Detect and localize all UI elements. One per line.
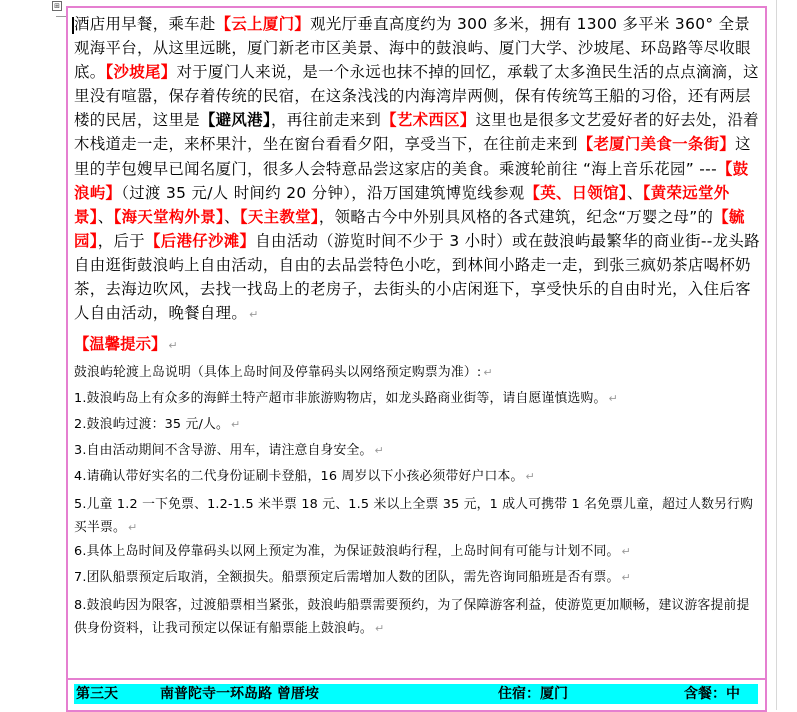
paragraph-text: 酒店用早餐，乘车赴 (74, 15, 216, 33)
highlight-place: 【黄荣远堂外景】 (74, 183, 730, 226)
tip-text: 4.请确认带好实名的二代身份证刷卡登船，16 周岁以下小孩必须带好户口本。 (74, 468, 524, 484)
tip-item (74, 464, 761, 490)
day-label: 第三天 (76, 686, 118, 702)
paragraph-mark-icon: ↵ (128, 520, 138, 534)
highlight-place: 【避风港】 (199, 111, 271, 130)
paragraph-mark-icon: ↵ (374, 443, 384, 457)
paragraph-mark-icon: ↵ (249, 308, 259, 322)
paragraph-text: 观光厅垂直高度约为 300 多米，拥有 1300 多平米 360° 全景观海平台，从这里远眺，厦门新老市区美景、海中的鼓浪屿、厦门大学、沙坡尾、环岛路等尽收眼底。 (74, 15, 751, 82)
anchor-icon: ⊞ (52, 1, 62, 11)
paragraph-text: 、 (626, 183, 643, 202)
paragraph-text: 这里的芋包嫂早已闻名厦门，很多人会特意品尝这家店的美食。乘渡轮前往 “海上音乐花园” --- (74, 135, 751, 178)
margin-guide-line (776, 0, 777, 710)
tip-text: 1.鼓浪屿岛上有众多的海鲜土特产超市非旅游购物店，如龙头路商业街等，请自愿谨慎选购。 (74, 391, 607, 407)
tip-text: 鼓浪屿轮渡上岛说明（具体上岛时间及停靠码头以网络预定购票为准）: (74, 365, 482, 381)
tip-item (74, 438, 761, 464)
paragraph-text: ，后于 (97, 231, 146, 250)
paragraph-text: 、 (97, 207, 114, 226)
day-header-bar (74, 684, 758, 704)
highlight-place: 【英、日领馆】 (524, 183, 627, 202)
highlight-place: 【天主教堂】 (239, 207, 319, 226)
highlight-place: 【老厦门美食一条街】 (577, 135, 736, 154)
route-label: 南普陀寺一环岛路 曾厝垵 (160, 686, 319, 702)
paragraph-text: （过渡 35 元/人 时间约 20 分钟），沿万国建筑博览线参观 (121, 183, 525, 202)
tip-text: 5.儿童 1.2 一下免票、1.2-1.5 米半票 18 元、1.5 米以上全票 35 元，1 成人可携带 1 名免票儿童，超过人数另行购买半票。 (74, 496, 754, 535)
paragraph-text: 对于厦门人来说，是一个永远也抹不掉的回忆，承载了太多渔民生活的点点滴滴，这里没有喧嚣，保存着传统的民宿，在这条浅浅的内海湾岸两侧，保有传统笃王船的习俗，还有两层楼的民居，这里是 (74, 63, 759, 130)
tip-text: 7.团队船票预定后取消，全额损失。船票预定后需增加人数的团队，需先咨询同船班是否有票。 (74, 569, 620, 585)
lodging-label: 住宿：厦门 (498, 686, 568, 702)
tip-text: 3.自由活动期间不含导游、用车，请注意自身安全。 (74, 442, 373, 458)
paragraph-mark-icon: ↵ (483, 366, 493, 380)
tip-text: 2.鼓浪屿过渡：35 元/人。 (74, 417, 230, 433)
paragraph-mark-icon: ↵ (231, 418, 241, 432)
highlight-place: 【艺术西区】 (381, 111, 476, 130)
paragraph-text: 、 (224, 207, 240, 226)
tip-text: 6.具体上岛时间及停靠码头以网上预定为准，为保证鼓浪屿行程，上岛时间有可能与计划不同。 (74, 543, 620, 559)
paragraph-mark-icon: ↵ (374, 621, 385, 635)
tip-item (74, 360, 761, 386)
text-cursor (72, 17, 74, 34)
meals-label: 含餐：中 (684, 686, 740, 702)
document-body[interactable] (74, 12, 761, 640)
tip-item (74, 490, 761, 539)
paragraph-mark-icon: ↵ (608, 392, 618, 406)
highlight-place: 【云上厦门】 (215, 15, 311, 33)
highlight-place: 【后港仔沙滩】 (145, 231, 256, 250)
tips-heading: 【温馨提示】 ↵ (74, 335, 178, 354)
highlight-place: 【鼓浪屿】 (74, 159, 749, 202)
paragraph-text: ，领略古今中外别具风格的各式建筑，纪念“万婴之母”的 (318, 207, 714, 226)
paragraph-text: ，再往前走来到 (270, 111, 382, 130)
paragraph-mark-icon: ↵ (525, 469, 535, 483)
paragraph-text: 自由活动（游览时间不少于 3 小时）或在鼓浪屿最繁华的商业街--龙头路自由逛街鼓浪屿上自由活动，自由的去品尝特色小吃，到林间小路走一走，到张三疯奶茶店喝杯奶茶，去海边吹风，去找一找岛上的老房子，去街头的小店闲逛下，享受快乐的自由时光，入住后客人自由活动，晚餐自理。 (74, 231, 760, 323)
highlight-place: 【沙坡尾】 (105, 63, 177, 82)
paragraph-mark-icon: ↵ (621, 544, 631, 558)
itinerary-paragraph[interactable] (74, 12, 761, 327)
tip-item (74, 386, 761, 412)
tip-text: 8.鼓浪屿因为限客，过渡船票相当紧张，鼓浪屿船票需要预约，为了保障游客利益，使游览更加顺畅，建议游客提前提供身份资料，让我司预定以保证有船票能上鼓浪屿。 (74, 597, 750, 636)
tip-item (74, 412, 761, 438)
tips-list (74, 360, 761, 639)
tip-item (74, 539, 761, 565)
highlight-place: 【海天堂构外景】 (113, 207, 225, 226)
paragraph-mark-icon: ↵ (621, 570, 631, 584)
tip-item (74, 591, 761, 640)
paragraph-text: 这里也是很多文艺爱好者的好去处，沿着木栈道走一走，来杯果汁，坐在窗台看看夕阳，享受当下，在往前走来到 (74, 111, 759, 154)
highlight-place: 【毓园】 (74, 207, 745, 250)
tip-item (74, 565, 761, 591)
